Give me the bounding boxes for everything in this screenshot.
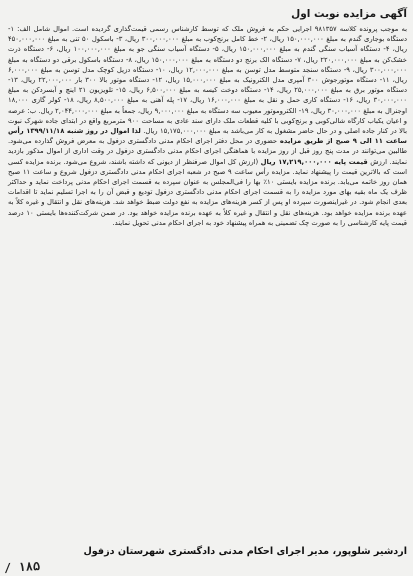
notice-paragraph-terms: (ارزش کل اموال صرفنظر از دیونی که داشته باشند، شروع می‌شود. برنده مزایده کسی است که بالاترین قیمت را پیشنهاد نماید. مزایده رأس ساعت ۹ صبح در شعبه اجرای احکام مدنی دادگستری دزفول شروع و ساعت ۱۱ صبح همان روز خاتمه می‌یابد. برنده مزایده بایستی ۱۰٪ بها را فی‌المجلس به عنوان سپرده به قسمت اجرای احکام مدنی پرداخت نماید و حداکثر ظرف یک ماه بقیه بهای مورد مزایده را به قسمت اجرای احکام مدنی دادگستری دزفول تودیع و قبض آن را به اجرا تسلیم نماید تا اقدامات بعدی انجام شود. در غیراینصورت سپرده او پس از کسر هزینه‌های مزایده به نفع دولت ضبط خواهد شد. هزینه‌های نقل و انتقال و غیره کلاً به عهده برنده مزایده خواهد بود. هزینه‌های نقل و انتقال و غیره کلاً به عهده برنده مزایده خواهد بود. در ضمن شرکت‌کننده‌ها بایستی ۱۰ درصد قیمت پایه کارشناسی را به صورت چک تضمینی به همراه پیشنهاد خود به اجرای احکام مدنی تحویل نمایند. bbox=[8, 157, 407, 227]
base-price-text: قیمت پایه ۱۷,۲۱۹,۰۰۰,۰۰۰ ریال bbox=[260, 157, 368, 166]
signature-line: اردشیر شلوپور، مدیر اجرای احکام مدنی دادگستری شهرستان دزفول bbox=[83, 546, 407, 557]
auction-date-text: لذا اموال در روز شنبه ۱۳۹۹/۱۱/۱۸ رأس ساعت ۱۱ الی ۹ صبح از طریق مزایده bbox=[8, 127, 407, 146]
notice-paragraph-items: به موجب پرونده کلاسه ۹۸۱۳۵۷ اجرایی حکم به فروش ملک که توسط کارشناس رسمی قیمت‌گذاری گردیده است. اموال شامل الف: ۱- دستگاه بوجاری گندم به مبلغ ۱۵۰,۰۰۰,۰۰۰ ریال، ۲- خط کامل برنج‌کوب به مبلغ ۳۰۰,۰۰۰,۰۰۰ ریال، ۳- باسکول ۵۰ تنی به مبلغ ۴۵۰,۰۰۰,۰۰۰ ریال، ۴- دستگاه آسیاب سنگی گندم به مبلغ ۱۵۰,۰۰۰,۰۰۰ ریال، ۵- دستگاه آسیاب سنگی جو به مبلغ ۱۰۰,۰۰۰,۰۰۰ ریال، ۶- دستگاه ذرت خشک‌کن به مبلغ ۲۲۰,۰۰۰,۰۰۰ ریال، ۷- دستگاه الک برنج دو دستگاه به مبلغ ۱۵۰,۰۰۰,۰۰۰ ریال، ۸- دستگاه باسکول برقی دو دستگاه به مبلغ ۳۰۰,۰۰۰,۰۰۰ ریال، ۹- دستگاه سنجد متوسط مدل توسن به مبلغ ۱۲,۰۰۰,۰۰۰ ریال، ۱۰- دستگاه دزیل کوچک مدل توسن به مبلغ ۶,۰۰۰,۰۰۰ ریال، ۱۱- دستگاه موتورجوش ۳۰۰ آمپری مدل الکترونیک به مبلغ ۱۵,۰۰۰,۰۰۰ ریال، ۱۲- دستگاه موتور بالا ۳۰۰ بار ۲۲,۰۰۰,۰۰۰ ریال، ۱۳- دستگاه موتور برق به مبلغ ۲۵,۰۰۰,۰۰۰ ریال، ۱۴- دستگاه دوخت کیسه به مبلغ ۶,۵۰۰,۰۰۰ ریال، ۱۵- تلویزیون ۲۱ اینچ و آبسردکن به مبلغ ۳۰,۰۰۰,۰۰۰ ریال، ۱۶- دستگاه کاری حمل و نقل به مبلغ ۱۶,۰۰۰,۰۰۰ ریال، ۱۷- پله آهنی به مبلغ ۸,۵۰۰,۰۰۰ ریال، ۱۸- کولر گازی ۱۸,۰۰۰ اوجنرال به مبلغ ۳۰,۰۰۰,۰۰۰ ریال، ۱۹- الکتروموتور معیوب سه دستگاه به مبلغ ۹,۰۰۰,۰۰۰ ریال، جمعاً به مبلغ ۲,۰۴۴,۰۰۰,۰۰۰ ریال. ب: عرصه و اعیان یکباب کارگاه شالی‌کوبی و برنج‌کوبی با کلیه قطعات ملک دارای سند عادی به مساحت ۹۰۰ مترمربع واقع در ابتدای جاده شهرک نبوت بالا در کنار جاده اصلی و در حال حاضر مشغول به کار می‌باشد به مبلغ ۱۵,۱۷۵,۰۰۰,۰۰۰ ریال. bbox=[8, 25, 408, 136]
auction-notice bbox=[8, 6, 407, 562]
notice-title: آگهی مزایده نوبت اول bbox=[291, 8, 407, 20]
notice-body bbox=[8, 24, 407, 228]
handwritten-code: / ۱۸۵ bbox=[3, 559, 41, 575]
notice-paragraph-visit: حضوری در محل دفتر اجرای احکام مدنی دادگستری دزفول به معرض فروش گذارده می‌شود. طالبین می‌توانند در مدت پنج روز قبل از روز مزایده با هماهنگی اجرای احکام مدنی دادگستری دزفول در وقت اداری از اموال مذکور بازدید نمایند. ارزش bbox=[8, 137, 407, 166]
